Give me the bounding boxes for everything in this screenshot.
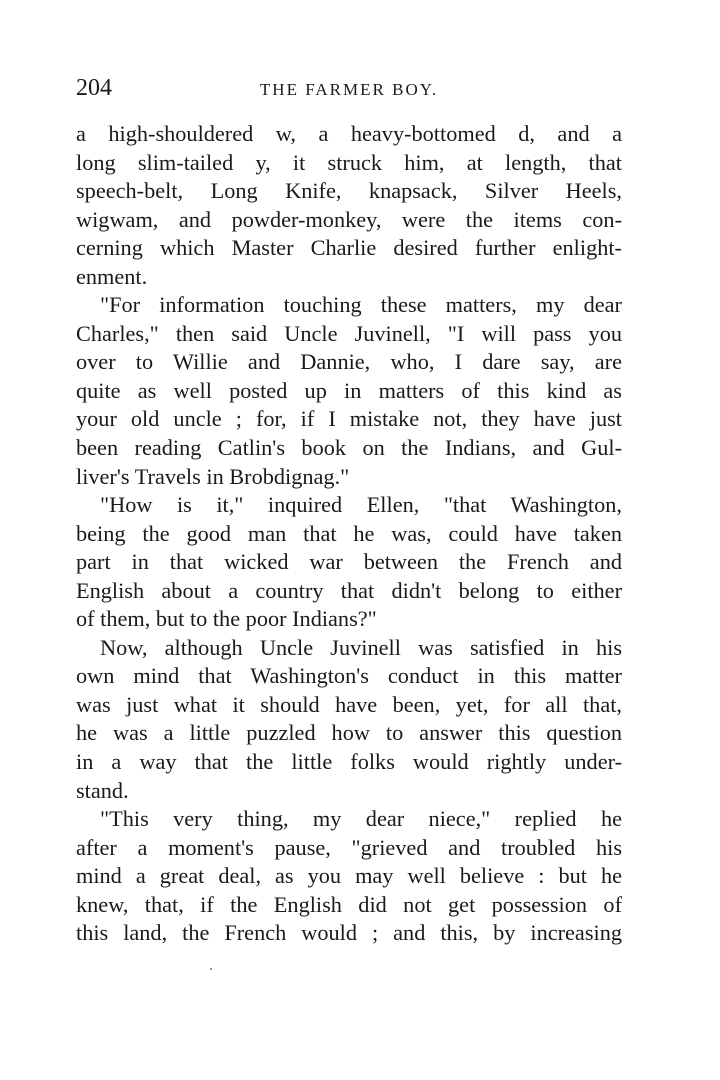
text-line: this land, the French would ; and this, by increasing [76,920,622,946]
text-line: long slim-tailed y, it struck him, at length, that [76,149,622,175]
text-line: knew, that, if the English did not get possession of [76,891,622,917]
text-line: stand. [76,777,129,803]
text-line: wigwam, and powder-monkey, were the items con- [76,206,622,232]
text-line: Charles," then said Uncle Juvinell, "I will pass you [76,320,622,346]
running-title: THE FARMER BOY. [259,80,439,99]
text-line: he was a little puzzled how to answer this question [76,720,622,746]
text-line: a high-shouldered w, a heavy-bottomed d, and a [76,121,622,146]
text-line: own mind that Washington's conduct in this matter [76,663,622,689]
text-line: over to Willie and Dannie, who, I dare say, are [76,349,622,375]
text-line: speech-belt, Long Knife, knapsack, Silver Heels, [76,178,622,204]
text-line: "How is it," inquired Ellen, "that Washington, [100,492,622,518]
text-line: quite as well posted up in matters of this kind as [76,377,622,403]
text-line: of them, but to the poor Indians?" [76,606,377,632]
text-line: in a way that the little folks would rightly under- [76,749,622,775]
page-header [76,72,622,104]
text-line: English about a country that didn't belong to either [76,577,622,603]
text-line: being the good man that he was, could have taken [76,520,622,546]
text-line: mind a great deal, as you may well believe : but he [76,863,622,889]
text-line: was just what it should have been, yet, for all that, [76,691,622,717]
page-number: 204 [76,75,112,101]
body-text [76,120,622,948]
text-line: been reading Catlin's book on the Indians, and Gul- [76,435,622,461]
text-line: after a moment's pause, "grieved and troubled his [76,834,622,860]
paper-speck [210,968,212,970]
text-line: cerning which Master Charlie desired further enlight- [76,235,622,261]
text-line: enment. [76,263,148,289]
text-line: "For information touching these matters, my dear [100,292,622,318]
text-line: part in that wicked war between the French and [76,549,622,575]
text-line: "This very thing, my dear niece," replied he [100,806,622,832]
text-line: Now, although Uncle Juvinell was satisfied in his [100,634,622,660]
text-line: liver's Travels in Brobdignag." [76,463,350,489]
text-line: your old uncle ; for, if I mistake not, they have just [76,406,622,432]
